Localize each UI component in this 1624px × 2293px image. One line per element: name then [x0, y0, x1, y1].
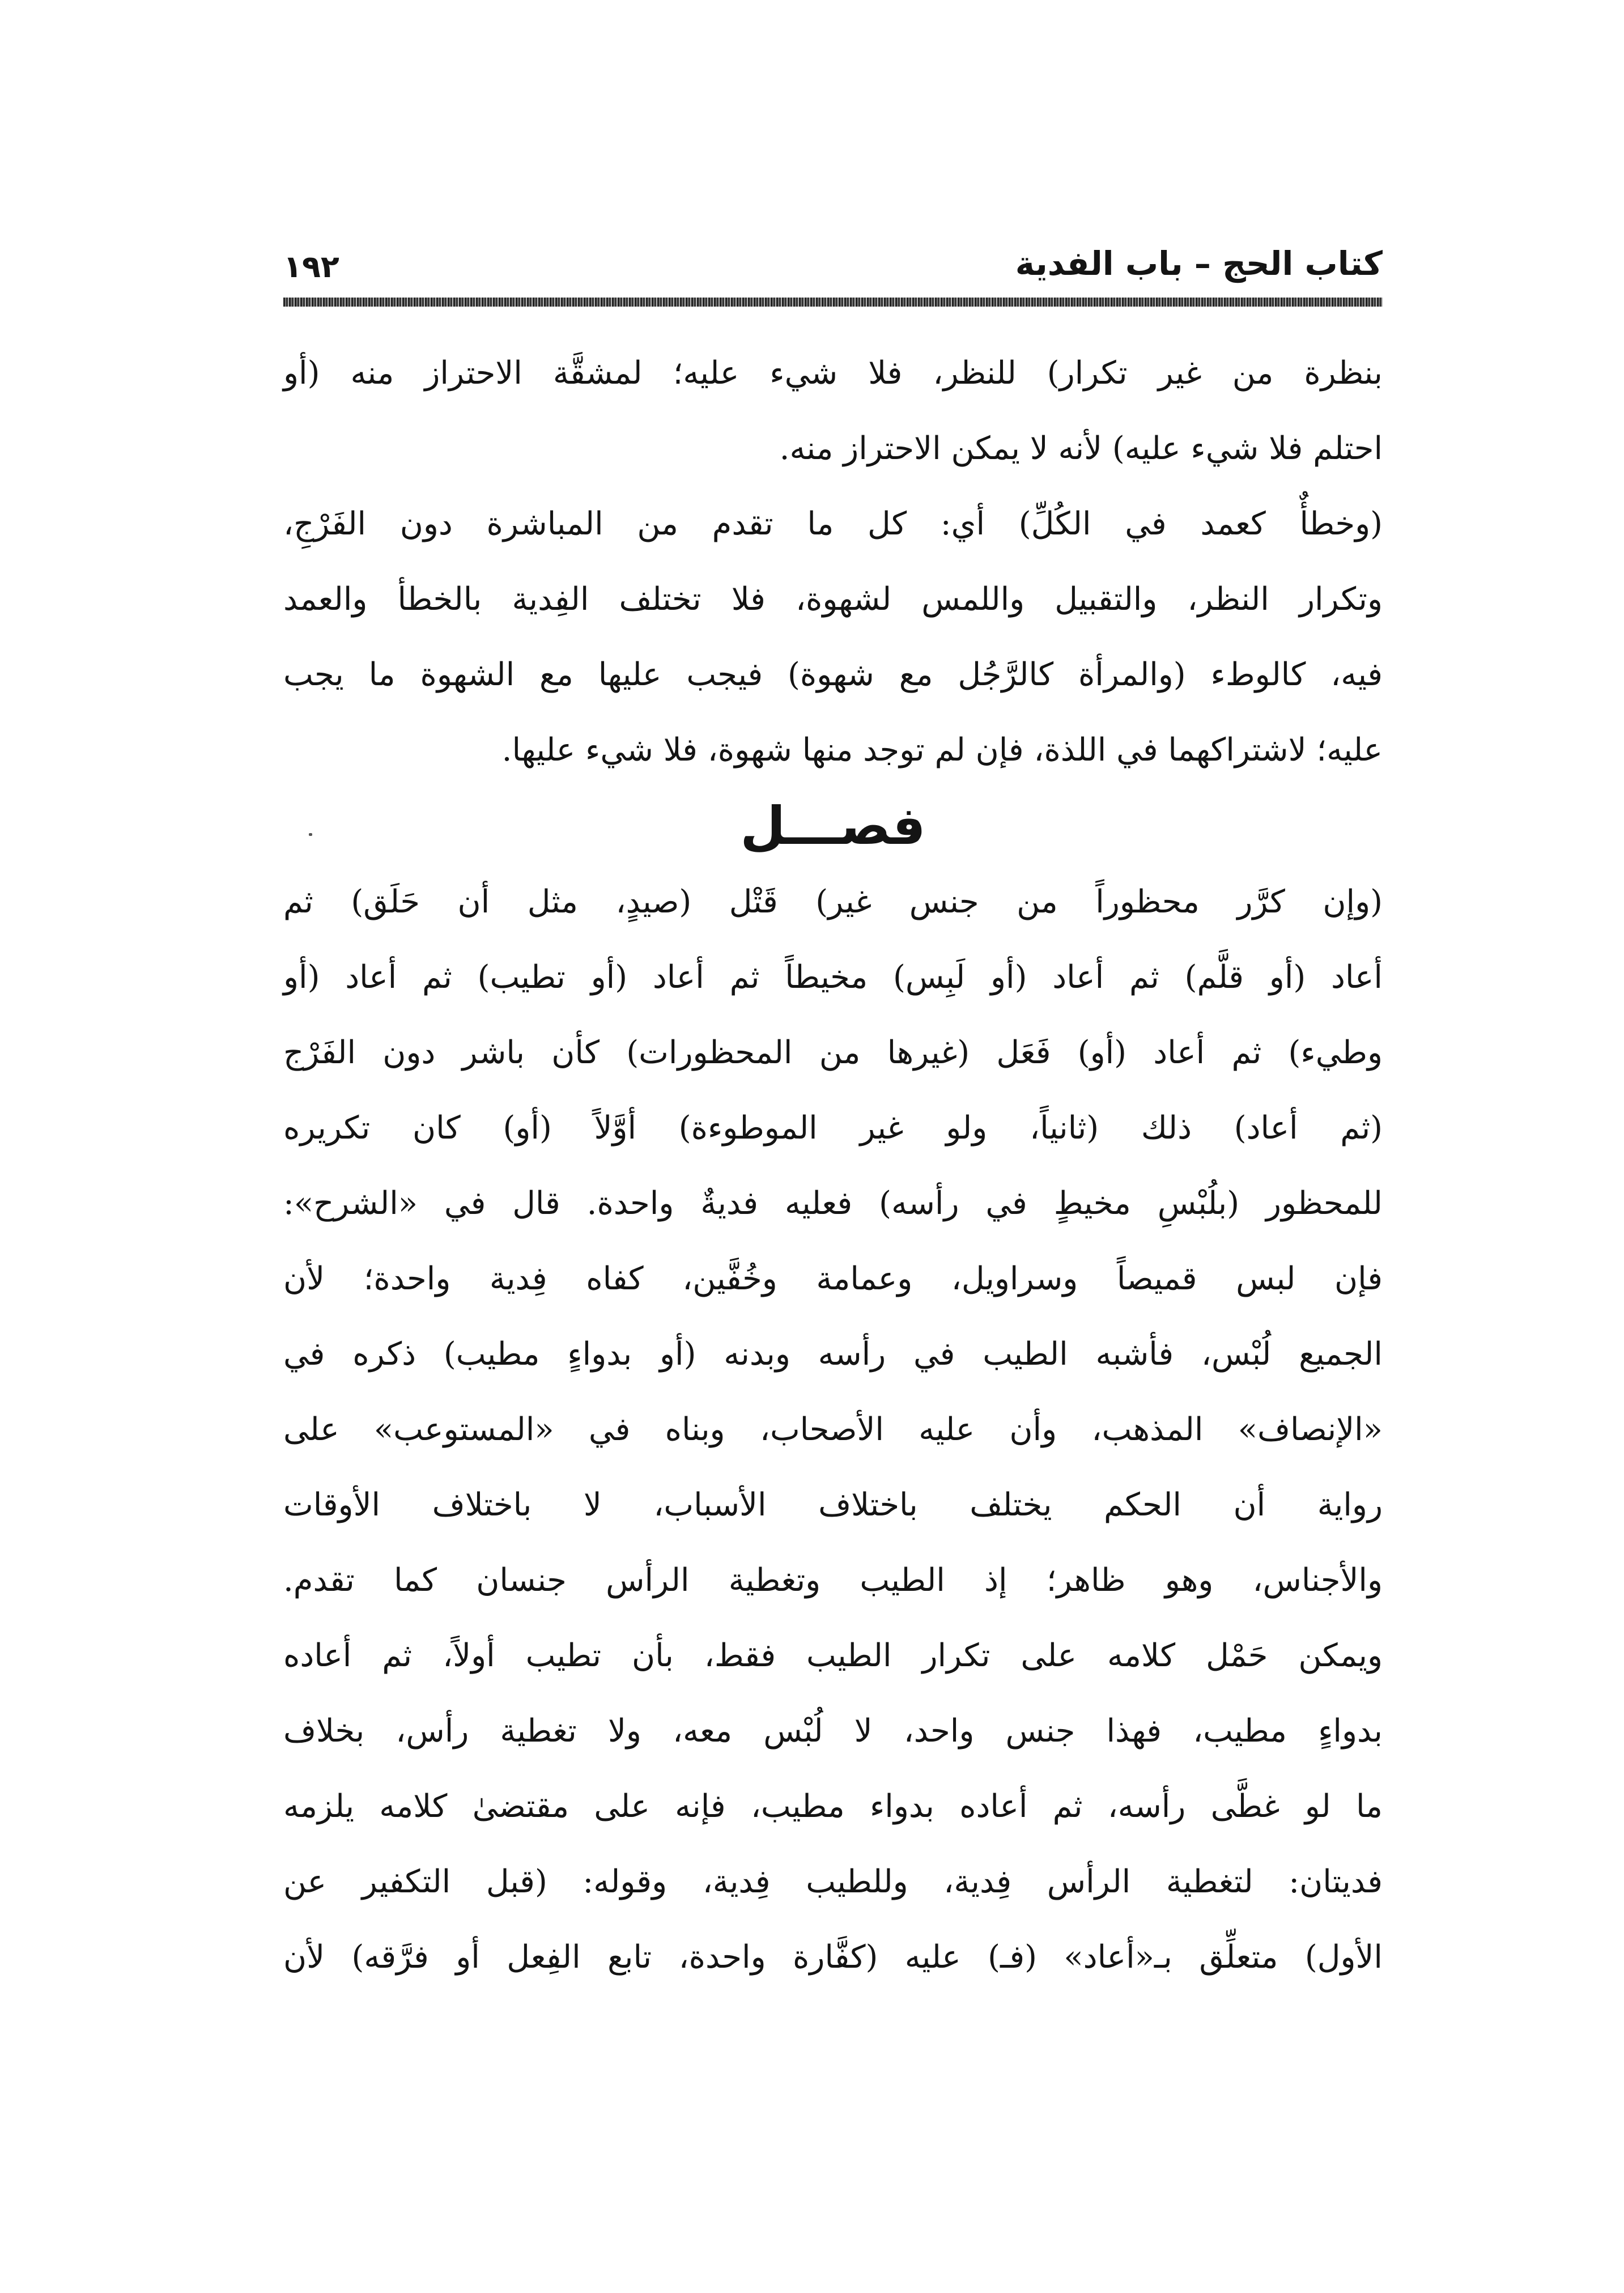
- text-line: بدواءٍ مطيب، فهذا جنس واحد، لا لُبْس معه، ولا تغطية رأس، بخلاف: [283, 1713, 1383, 1750]
- page-header: [283, 241, 1383, 286]
- text-line: أعاد (أو قلَّم) ثم أعاد (أو لَبِس) مخيطاً ثم أعاد (أو تطيب) ثم أعاد (أو: [283, 959, 1383, 996]
- text-line: الأول) متعلِّق بـ«أعاد» (فـ) عليه (كفَّارة واحدة، تابع الفِعل أو فرَّقه) لأن: [283, 1939, 1383, 1976]
- text-line: (ثم أعاد) ذلك (ثانياً، ولو غير الموطوءة) أوَّلاً (أو) كان تكريره: [283, 1110, 1383, 1146]
- text-line: ما لو غطَّى رأسه، ثم أعاده بدواء مطيب، فإنه على مقتضىٰ كلامه يلزمه: [283, 1788, 1383, 1825]
- text-line: فيه، كالوطء (والمرأة كالرَّجُل مع شهوة) فيجب عليها مع الشهوة ما يجب: [283, 656, 1383, 693]
- text-line: للمحظور (بلُبْسِ مخيطٍ في رأسه) فعليه فديةٌ واحدة. قال في «الشرح»:: [283, 1185, 1383, 1222]
- text-line: وتكرار النظر، والتقبيل واللمس لشهوة، فلا تختلف الفِدية بالخطأ والعمد: [283, 581, 1383, 618]
- running-title: كتاب الحج – باب الفدية: [1015, 244, 1383, 283]
- scan-speck: [309, 833, 312, 836]
- text-line: (وإن كرَّر محظوراً من جنس غير) قَتْل (صيدٍ، مثل أن حَلَق) ثم: [283, 884, 1383, 920]
- text-line: بنظرة من غير تكرار) للنظر، فلا شيء عليه؛ لمشقَّة الاحتراز منه (أو: [283, 355, 1383, 392]
- header-rule: [283, 298, 1383, 307]
- text-line: عليه؛ لاشتراكهما في اللذة، فإن لم توجد منها شهوة، فلا شيء عليها.: [501, 732, 1383, 768]
- body-text: [283, 336, 1383, 1995]
- text-line: ويمكن حَمْل كلامه على تكرار الطيب فقط، بأن تطيب أولاً، ثم أعاده: [283, 1637, 1383, 1674]
- page-number: ١٩٢: [283, 249, 339, 284]
- text-line: وطيء) ثم أعاد (أو) فَعَل (غيرها من المحظورات) كأن باشر دون الفَرْج: [283, 1034, 1383, 1071]
- text-line: «الإنصاف» المذهب، وأن عليه الأصحاب، وبناه في «المستوعب» على: [283, 1411, 1383, 1448]
- text-line: والأجناس، وهو ظاهر؛ إذ الطيب وتغطية الرأس جنسان كما تقدم.: [283, 1562, 1383, 1599]
- text-line: (وخطأٌ كعمد في الكُلِّ) أي: كل ما تقدم من المباشرة دون الفَرْجِ،: [283, 506, 1383, 542]
- text-line: الجميع لُبْس، فأشبه الطيب في رأسه وبدنه (أو بدواءٍ مطيب) ذكره في: [283, 1336, 1383, 1373]
- text-line: فديتان: لتغطية الرأس فِدية، وللطيب فِدية، وقوله: (قبل التكفير عن: [283, 1863, 1383, 1900]
- text-line: فإن لبس قميصاً وسراويل، وعمامة وخُفَّين، كفاه فِدية واحدة؛ لأن: [283, 1260, 1383, 1297]
- text-line: رواية أن الحكم يختلف باختلاف الأسباب، لا باختلاف الأوقات: [283, 1487, 1383, 1523]
- text-line: احتلم فلا شيء عليه) لأنه لا يمكن الاحتراز منه.: [779, 430, 1383, 467]
- section-heading: فصـــل: [740, 796, 926, 856]
